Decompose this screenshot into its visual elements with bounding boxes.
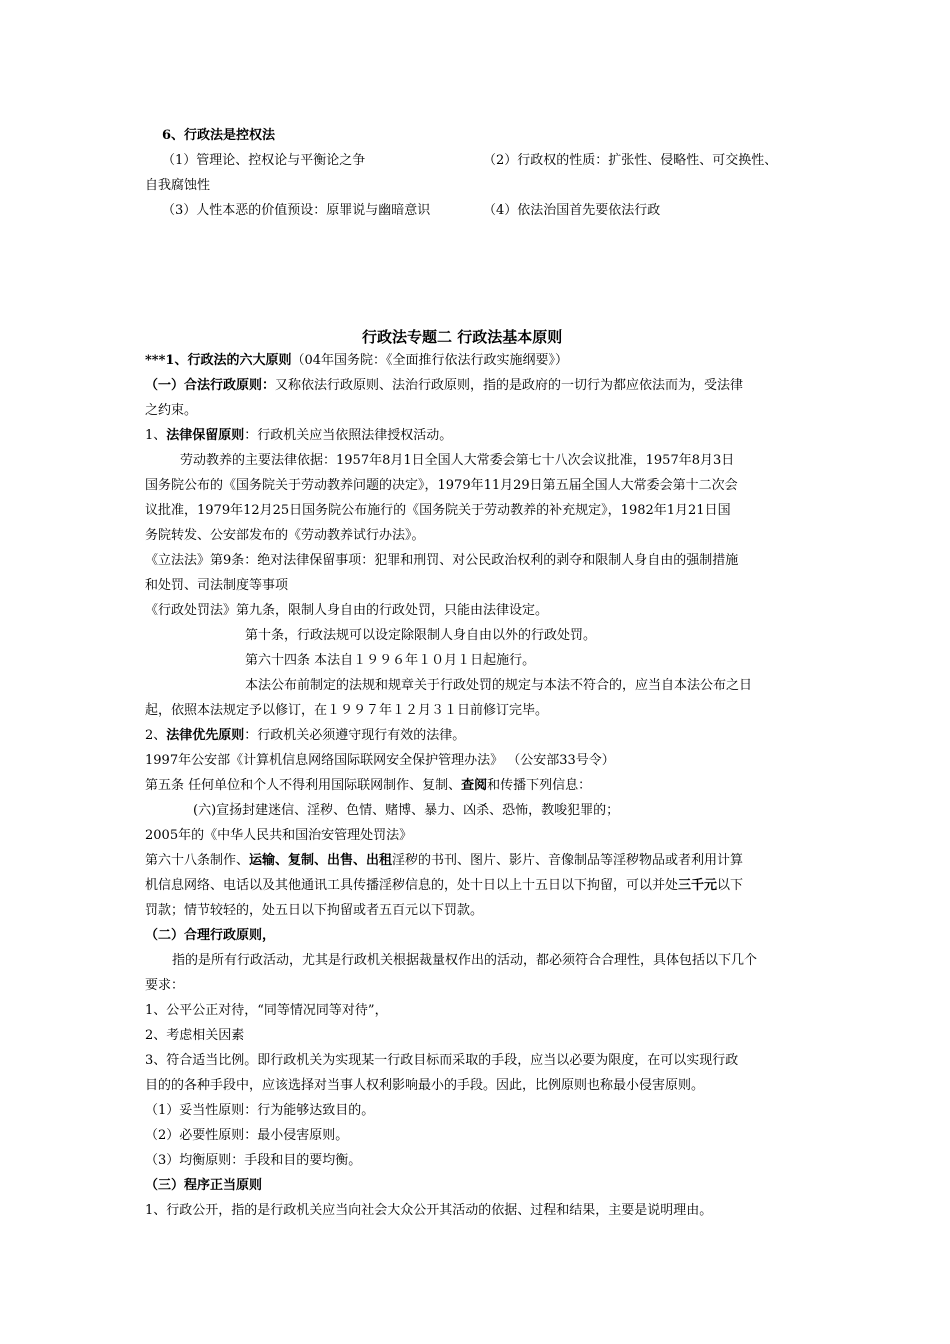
- paragraph-line: 之约束。: [145, 403, 198, 418]
- text-run: 第五条 任何单位和个人不得利用国际联网制作、复制、: [145, 778, 462, 793]
- paragraph-line: 1、行政公开，指的是行政机关应当向社会大众公开其活动的依据、过程和结果，主要是说明理由。: [145, 1203, 713, 1218]
- paragraph-line: 1997年公安部《计算机信息网络国际联网安全保护管理办法》 （公安部33号令）: [145, 753, 615, 768]
- paragraph-line: [145, 852, 743, 870]
- paragraph-line: [145, 777, 591, 795]
- paragraph-line: 务院转发、公安部发布的《劳动教养试行办法》。: [145, 528, 425, 543]
- paragraph-line: (六)宣扬封建迷信、淫秽、色情、赌博、暴力、凶杀、恐怖，教唆犯罪的；: [193, 803, 620, 818]
- text-run: 以下: [717, 878, 744, 893]
- paragraph-line: 第六十四条 本法自１９９６年１０月１日起施行。: [245, 653, 536, 668]
- section-heading: （二）合理行政原则，: [145, 928, 276, 943]
- paragraph-line: 指的是所有行政活动，尤其是行政机关根据裁量权作出的活动，都必须符合合理性，具体包括以下几个: [172, 953, 758, 968]
- list-item: 2、考虑相关因素: [145, 1028, 245, 1043]
- text-run: 第六十八条制作、: [145, 853, 250, 868]
- bold-run: 三千元: [678, 878, 718, 893]
- paragraph-line: 罚款；情节较轻的，处五日以下拘留或者五百元以下罚款。: [145, 903, 484, 918]
- principle-text: 又称依法行政原则、法治行政原则，指的是政府的一切行为都应依法而为，受法律: [275, 378, 744, 393]
- list-item: （1）管理论、控权论与平衡论之争: [162, 153, 366, 168]
- bold-run: 运输、复制、出售、出租: [249, 853, 393, 868]
- paragraph-line: 目的的各种手段中，应该选择对当事人权利影响最小的手段。因此，比例原则也称最小侵害原则。: [145, 1078, 705, 1093]
- paragraph-line: 国务院公布的《国务院关于劳动教养问题的决定》，1979年11月29日第五届全国人大常委会第十二次会: [145, 478, 738, 493]
- item-bold: 法律保留原则: [166, 428, 245, 443]
- item-bold: 法律优先原则: [166, 728, 245, 743]
- section-heading: （三）程序正当原则: [145, 1178, 263, 1193]
- paragraph-line: 《立法法》第9条：绝对法律保留事项：犯罪和刑罚、对公民政治权利的剥夺和限制人身自由的强制措施: [145, 553, 739, 568]
- heading-note: （04年国务院：《全面推行依法行政实施纲要》）: [291, 353, 568, 368]
- paragraph-line: 起，依照本法规定予以修订，在１９９７年１２月３１日前修订完毕。: [145, 703, 549, 718]
- paragraph-line: 和处罚、司法制度等事项: [145, 578, 289, 593]
- paragraph-line: 2005年的《中华人民共和国治安管理处罚法》: [145, 828, 413, 843]
- paragraph-line: 本法公布前制定的法规和规章关于行政处罚的规定与本法不符合的，应当自本法公布之日: [245, 678, 753, 693]
- item-rest: ：行政机关应当依照法律授权活动。: [244, 428, 453, 443]
- paragraph-legal-priority: [145, 727, 465, 745]
- list-item: （4）依法治国首先要依法行政: [483, 203, 661, 218]
- list-item: （2）行政权的性质：扩张性、侵略性、可交换性、: [483, 153, 778, 168]
- paragraph-six-principles: [145, 352, 568, 370]
- text-run: 淫秽的书刊、图片、影片、音像制品等淫秽物品或者利用计算: [392, 853, 744, 868]
- paragraph-line: 劳动教养的主要法律依据：1957年8月1日全国人大常委会第七十八次会议批准，1957年8月3日: [180, 453, 735, 468]
- list-item: 3、符合适当比例。即行政机关为实现某一行政目标而采取的手段，应当以必要为限度，在可以实现行政: [145, 1053, 739, 1068]
- item-rest: ：行政机关必须遵守现行有效的法律。: [244, 728, 466, 743]
- bold-heading: 1、行政法的六大原则: [165, 353, 292, 368]
- text-run: 和传播下列信息：: [487, 778, 592, 793]
- stars-mark: ***: [145, 353, 166, 368]
- item-number: 2、: [145, 728, 167, 743]
- bold-run: 查阅: [461, 778, 488, 793]
- paragraph-line: 《行政处罚法》第九条，限制人身自由的行政处罚，只能由法律设定。: [145, 603, 549, 618]
- list-item: （3）均衡原则：手段和目的要均衡。: [145, 1153, 362, 1168]
- list-item: （2）必要性原则：最小侵害原则。: [145, 1128, 349, 1143]
- page-title: 行政法专题二 行政法基本原则: [362, 328, 563, 346]
- paragraph-legal-administration: [145, 377, 743, 395]
- paragraph-line: [145, 877, 743, 895]
- section-heading: 6、行政法是控权法: [162, 128, 276, 143]
- paragraph-line: 议批准，1979年12月25日国务院公布施行的《国务院关于劳动教养的补充规定》，1982年1月21日国: [145, 503, 731, 518]
- list-item: 1、公平公正对待，“同等情况同等对待”，: [145, 1003, 388, 1018]
- paragraph-line: 要求：: [145, 978, 185, 993]
- principle-label: （一）合法行政原则：: [145, 378, 276, 393]
- item-number: 1、: [145, 428, 167, 443]
- paragraph-legal-reservation: [145, 427, 452, 445]
- paragraph-line: 第十条，行政法规可以设定除限制人身自由以外的行政处罚。: [245, 628, 597, 643]
- list-item-continuation: 自我腐蚀性: [145, 178, 211, 193]
- list-item: （3）人性本恶的价值预设：原罪说与幽暗意识: [162, 203, 431, 218]
- text-run: 机信息网络、电话以及其他通讯工具传播淫秽信息的，处十日以上十五日以下拘留，可以并处: [145, 878, 679, 893]
- list-item: （1）妥当性原则：行为能够达致目的。: [145, 1103, 375, 1118]
